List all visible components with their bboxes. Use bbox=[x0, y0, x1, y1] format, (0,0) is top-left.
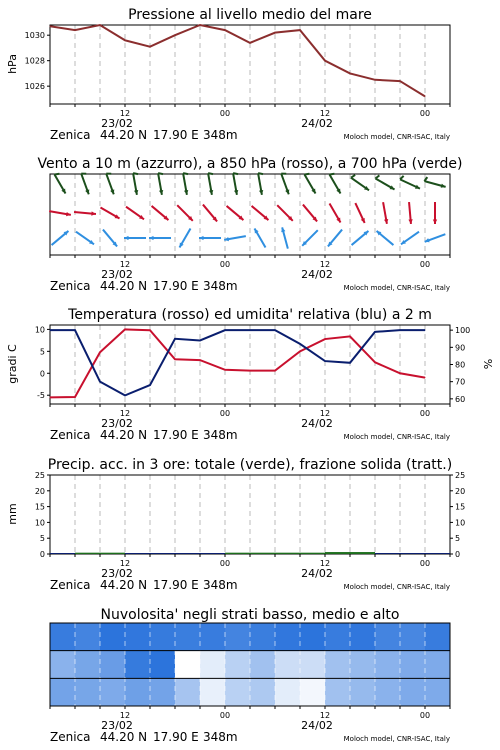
y-tick-label: 80 bbox=[455, 360, 466, 370]
wind-arrow bbox=[49, 211, 71, 216]
y-tick-label: 25 bbox=[455, 471, 466, 480]
wind-barb bbox=[183, 173, 188, 174]
wind-arrow bbox=[281, 174, 289, 195]
y-tick-label: 1028 bbox=[24, 56, 45, 66]
x-tick-label: 12 bbox=[319, 559, 331, 568]
location-lon: 17.90 E bbox=[153, 578, 199, 592]
temperature-line-point bbox=[325, 339, 326, 340]
humidity-line-point bbox=[350, 362, 351, 363]
cloud-title: Nuvolosita' negli strati basso, medio e alto bbox=[100, 607, 400, 623]
cloud-cell bbox=[225, 651, 251, 679]
temperature-title: Temperatura (rosso) ed umidita' relativa (blu) a 2 m bbox=[68, 307, 432, 323]
cloud-cell bbox=[150, 623, 176, 651]
wind-arrow bbox=[255, 228, 266, 247]
wind-arrow bbox=[408, 202, 412, 224]
date-label: 24/02 bbox=[301, 117, 333, 130]
pressure-line-point bbox=[250, 42, 251, 43]
cloud-cell bbox=[425, 623, 451, 651]
pressure-line-point bbox=[75, 30, 76, 31]
x-tick-label: 12 bbox=[319, 109, 331, 118]
wind-arrow bbox=[152, 206, 169, 220]
pressure-line-point bbox=[300, 30, 301, 31]
humidity-line-point bbox=[125, 395, 126, 396]
wind-arrow-head bbox=[85, 189, 89, 194]
cloud-cell bbox=[350, 678, 376, 706]
wind-arrow bbox=[133, 173, 138, 195]
cloud-cell bbox=[125, 623, 151, 651]
wind-arrow bbox=[100, 208, 119, 219]
cloud-cell bbox=[325, 678, 351, 706]
cloud-cell bbox=[400, 651, 426, 679]
wind-arrow bbox=[433, 202, 437, 224]
temperature-line-point bbox=[275, 370, 276, 371]
date-label: 23/02 bbox=[101, 117, 133, 130]
cloud-panel bbox=[50, 607, 451, 744]
wind-arrow bbox=[158, 173, 163, 195]
location-lat: 44.20 N bbox=[100, 428, 148, 442]
humidity-line bbox=[50, 330, 425, 395]
humidity-line-point bbox=[250, 330, 251, 331]
cloud-cell bbox=[200, 651, 226, 679]
pressure-line-point bbox=[175, 35, 176, 36]
wind-barb bbox=[375, 175, 379, 178]
wind-arrow-head bbox=[91, 211, 96, 215]
y-tick-label: 10 bbox=[34, 325, 45, 335]
temperature-line-point bbox=[225, 369, 226, 370]
cloud-cell bbox=[100, 623, 126, 651]
cloud-cell bbox=[225, 623, 251, 651]
wind-barb bbox=[400, 176, 404, 179]
wind-arrow bbox=[203, 205, 217, 222]
wind-arrow bbox=[177, 205, 193, 221]
y-tick-label: 0 bbox=[39, 550, 45, 559]
y-tick-label: 10 bbox=[455, 518, 466, 528]
x-tick-label: 00 bbox=[219, 260, 231, 269]
pressure-line-point bbox=[100, 25, 101, 26]
cloud-cell bbox=[425, 678, 451, 706]
cloud-cell bbox=[275, 678, 301, 706]
temperature-line-point bbox=[125, 329, 126, 330]
wind-arrow bbox=[330, 203, 341, 222]
cloud-cell bbox=[200, 623, 226, 651]
wind-arrow bbox=[400, 176, 420, 189]
precip-bar bbox=[375, 553, 400, 554]
cloud-cell bbox=[175, 678, 201, 706]
x-tick-label: 00 bbox=[219, 409, 231, 418]
location-name: Zenica bbox=[50, 279, 91, 293]
humidity-line-point bbox=[275, 330, 276, 331]
temperature-line-point bbox=[50, 397, 51, 398]
pressure-line-point bbox=[275, 32, 276, 33]
cloud-cell bbox=[150, 651, 176, 679]
location-alt: 348m bbox=[203, 279, 238, 293]
location-lat: 44.20 N bbox=[100, 279, 148, 293]
precipitation-ylabel: mm bbox=[6, 503, 19, 525]
precip-bar bbox=[150, 553, 175, 554]
wind-arrow bbox=[224, 236, 246, 241]
location-alt: 348m bbox=[203, 578, 238, 592]
temperature-line-point bbox=[400, 373, 401, 374]
x-tick-label: 12 bbox=[319, 260, 331, 269]
cloud-cell bbox=[50, 623, 76, 651]
humidity-line-point bbox=[225, 330, 226, 331]
location-lat: 44.20 N bbox=[100, 578, 148, 592]
wind-arrow bbox=[74, 211, 96, 215]
wind-barb bbox=[158, 173, 163, 174]
precip-bar bbox=[425, 553, 450, 554]
x-tick-label: 00 bbox=[419, 559, 431, 568]
wind-arrow bbox=[199, 236, 221, 240]
x-tick-label: 12 bbox=[119, 409, 131, 418]
wind-barb bbox=[208, 173, 213, 174]
precip-bar bbox=[300, 553, 325, 554]
wind-arrow bbox=[305, 174, 316, 194]
model-credit: Moloch model, CNR-ISAC, Italy bbox=[343, 735, 450, 743]
humidity-ylabel: % bbox=[482, 358, 495, 370]
precip-bar bbox=[125, 553, 150, 554]
y-tick-label: 20 bbox=[455, 486, 466, 496]
wind-arrow bbox=[424, 177, 445, 188]
wind-arrow bbox=[328, 230, 342, 247]
temperature-line-point bbox=[425, 377, 426, 378]
wind-barb bbox=[330, 174, 335, 175]
cloud-cell bbox=[250, 623, 276, 651]
model-credit: Moloch model, CNR-ISAC, Italy bbox=[343, 583, 450, 591]
humidity-line-point bbox=[325, 361, 326, 362]
x-tick-label: 00 bbox=[419, 260, 431, 269]
cloud-cell bbox=[250, 678, 276, 706]
cloud-cell bbox=[75, 678, 101, 706]
wind-arrow-head bbox=[408, 219, 412, 224]
x-tick-label: 00 bbox=[419, 109, 431, 118]
wind-arrow bbox=[302, 230, 318, 246]
cloud-cell bbox=[325, 623, 351, 651]
cloud-cell bbox=[375, 623, 401, 651]
cloud-cell bbox=[375, 678, 401, 706]
wind-arrow bbox=[401, 232, 419, 245]
wind-barb bbox=[351, 175, 355, 178]
wind-arrow bbox=[52, 231, 69, 245]
temperature-line-point bbox=[375, 362, 376, 363]
location-alt: 348m bbox=[203, 730, 238, 744]
model-credit: Moloch model, CNR-ISAC, Italy bbox=[343, 133, 450, 141]
humidity-line-point bbox=[300, 343, 301, 344]
y-tick-label: -5 bbox=[37, 391, 45, 401]
wind-barb bbox=[233, 173, 238, 174]
pressure-line-point bbox=[225, 30, 226, 31]
wind-barb bbox=[55, 174, 60, 175]
pressure-line-point bbox=[125, 40, 126, 41]
y-tick-label: 25 bbox=[34, 471, 45, 480]
cloud-cell bbox=[375, 651, 401, 679]
pressure-ylabel: hPa bbox=[6, 54, 19, 74]
wind-arrow bbox=[124, 236, 146, 240]
wind-arrow bbox=[258, 173, 263, 195]
pressure-title: Pressione al livello medio del mare bbox=[128, 7, 372, 23]
cloud-cell bbox=[100, 678, 126, 706]
temperature-line-point bbox=[250, 370, 251, 371]
cloud-cell bbox=[75, 623, 101, 651]
wind-barb bbox=[305, 174, 310, 175]
precip-bar bbox=[350, 552, 375, 554]
humidity-line-point bbox=[400, 330, 401, 331]
location-lon: 17.90 E bbox=[153, 128, 199, 142]
date-label: 23/02 bbox=[101, 268, 133, 281]
y-tick-label: 15 bbox=[34, 502, 45, 512]
wind-arrow bbox=[303, 205, 317, 222]
cloud-cell bbox=[125, 651, 151, 679]
x-tick-label: 00 bbox=[419, 711, 431, 720]
wind-arrow bbox=[103, 230, 117, 247]
cloud-cell bbox=[150, 678, 176, 706]
x-tick-label: 12 bbox=[319, 409, 331, 418]
cloud-cell bbox=[325, 651, 351, 679]
cloud-cell bbox=[350, 623, 376, 651]
precip-bar bbox=[175, 553, 200, 554]
cloud-cell bbox=[425, 651, 451, 679]
precip-bar bbox=[400, 553, 425, 554]
cloud-cell bbox=[50, 651, 76, 679]
cloud-cell bbox=[225, 678, 251, 706]
pressure-line-point bbox=[375, 79, 376, 80]
date-label: 24/02 bbox=[301, 567, 333, 580]
date-label: 23/02 bbox=[101, 417, 133, 430]
location-name: Zenica bbox=[50, 428, 91, 442]
y-tick-label: 15 bbox=[455, 502, 466, 512]
cloud-cell bbox=[175, 623, 201, 651]
cloud-cell bbox=[175, 651, 201, 679]
wind-arrow bbox=[375, 175, 394, 189]
humidity-line-point bbox=[75, 330, 76, 331]
humidity-line-point bbox=[375, 331, 376, 332]
pressure-line-point bbox=[400, 81, 401, 82]
date-label: 23/02 bbox=[101, 719, 133, 732]
precip-bar bbox=[275, 553, 300, 554]
pressure-line bbox=[50, 25, 425, 96]
wind-title: Vento a 10 m (azzurro), a 850 hPa (rosso), a 700 hPa (verde) bbox=[37, 156, 463, 172]
temperature-line-point bbox=[300, 351, 301, 352]
wind-arrow bbox=[227, 206, 244, 220]
wind-arrow-head bbox=[285, 189, 289, 194]
y-tick-label: 70 bbox=[455, 377, 466, 387]
y-tick-label: 1030 bbox=[24, 31, 45, 41]
x-tick-label: 00 bbox=[419, 409, 431, 418]
wind-arrow bbox=[281, 227, 288, 248]
date-label: 24/02 bbox=[301, 719, 333, 732]
cloud-cell bbox=[400, 678, 426, 706]
pressure-panel bbox=[6, 7, 450, 142]
x-tick-label: 12 bbox=[119, 109, 131, 118]
location-name: Zenica bbox=[50, 730, 91, 744]
cloud-cell bbox=[275, 623, 301, 651]
y-tick-label: 5 bbox=[39, 534, 45, 544]
humidity-line-point bbox=[425, 330, 426, 331]
wind-arrow bbox=[106, 174, 114, 195]
humidity-line-point bbox=[200, 340, 201, 341]
location-alt: 348m bbox=[203, 428, 238, 442]
wind-arrow bbox=[183, 173, 188, 195]
pressure-line-point bbox=[200, 25, 201, 26]
temperature-line-point bbox=[150, 330, 151, 331]
wind-arrow-head bbox=[110, 189, 114, 194]
x-tick-label: 00 bbox=[219, 711, 231, 720]
model-credit: Moloch model, CNR-ISAC, Italy bbox=[343, 284, 450, 292]
location-lon: 17.90 E bbox=[153, 279, 199, 293]
location-lat: 44.20 N bbox=[100, 730, 148, 744]
y-tick-label: 5 bbox=[39, 347, 45, 357]
cloud-cell bbox=[300, 623, 326, 651]
x-tick-label: 12 bbox=[319, 711, 331, 720]
wind-arrow bbox=[352, 231, 369, 245]
cloud-cell bbox=[125, 678, 151, 706]
cloud-cell bbox=[100, 651, 126, 679]
pressure-line-point bbox=[425, 96, 426, 97]
precip-bar bbox=[100, 553, 125, 554]
temperature-line-point bbox=[75, 396, 76, 397]
precipitation-panel bbox=[6, 457, 465, 592]
precip-bar bbox=[225, 553, 250, 554]
y-tick-label: 20 bbox=[34, 486, 45, 496]
precip-bar bbox=[325, 552, 350, 554]
cloud-cell bbox=[250, 651, 276, 679]
wind-arrow bbox=[180, 228, 191, 247]
cloud-cell bbox=[300, 678, 326, 706]
wind-barb bbox=[258, 173, 263, 174]
cloud-cell bbox=[400, 623, 426, 651]
wind-arrow bbox=[55, 174, 66, 194]
cloud-cell bbox=[50, 678, 76, 706]
wind-arrow bbox=[149, 236, 171, 240]
precip-bar bbox=[75, 553, 100, 554]
temperature-line-point bbox=[350, 336, 351, 337]
pressure-line-point bbox=[150, 46, 151, 47]
cloud-cell bbox=[200, 678, 226, 706]
precipitation-title: Precip. acc. in 3 ore: totale (verde), frazione solida (tratt.) bbox=[47, 457, 453, 473]
wind-panel bbox=[37, 156, 462, 293]
wind-arrow bbox=[330, 174, 341, 194]
x-tick-label: 00 bbox=[219, 109, 231, 118]
cloud-cell bbox=[75, 651, 101, 679]
y-tick-label: 5 bbox=[455, 534, 461, 544]
humidity-line-point bbox=[50, 330, 51, 331]
y-tick-label: 0 bbox=[455, 550, 461, 559]
y-tick-label: 10 bbox=[34, 518, 45, 528]
location-name: Zenica bbox=[50, 578, 91, 592]
wind-arrow bbox=[425, 234, 446, 242]
wind-arrow bbox=[81, 174, 89, 195]
wind-barb bbox=[133, 173, 138, 174]
wind-arrow bbox=[76, 232, 94, 245]
x-tick-label: 12 bbox=[119, 711, 131, 720]
date-label: 24/02 bbox=[301, 417, 333, 430]
pressure-line-point bbox=[350, 73, 351, 74]
wind-arrow bbox=[377, 231, 394, 245]
pressure-line-point bbox=[50, 26, 51, 27]
y-tick-label: 0 bbox=[39, 369, 45, 379]
location-lat: 44.20 N bbox=[100, 128, 148, 142]
y-tick-label: 90 bbox=[455, 343, 466, 353]
wind-arrow bbox=[208, 173, 213, 195]
y-tick-label: 60 bbox=[455, 394, 466, 404]
x-tick-label: 12 bbox=[119, 559, 131, 568]
temperature-line-point bbox=[175, 359, 176, 360]
location-lon: 17.90 E bbox=[153, 730, 199, 744]
wind-arrow bbox=[252, 206, 269, 220]
y-tick-label: 100 bbox=[455, 326, 471, 336]
wind-arrow bbox=[355, 203, 364, 223]
x-tick-label: 00 bbox=[219, 559, 231, 568]
humidity-line-point bbox=[100, 381, 101, 382]
location-name: Zenica bbox=[50, 128, 91, 142]
temperature-line-point bbox=[200, 360, 201, 361]
humidity-line-point bbox=[150, 385, 151, 386]
cloud-cell bbox=[300, 651, 326, 679]
temperature-line-point bbox=[100, 352, 101, 353]
x-tick-label: 12 bbox=[119, 260, 131, 269]
date-label: 24/02 bbox=[301, 268, 333, 281]
wind-arrow-head bbox=[433, 219, 437, 224]
precip-bar bbox=[250, 553, 275, 554]
wind-arrow bbox=[126, 207, 144, 220]
temperature-panel bbox=[6, 307, 495, 442]
precip-bar bbox=[50, 553, 75, 554]
pressure-line-point bbox=[325, 60, 326, 61]
y-tick-label: 1026 bbox=[24, 82, 45, 92]
cloud-cell bbox=[350, 651, 376, 679]
precip-bar bbox=[200, 553, 225, 554]
location-alt: 348m bbox=[203, 128, 238, 142]
temperature-ylabel: gradi C bbox=[6, 344, 19, 384]
wind-arrow bbox=[383, 202, 388, 224]
wind-arrow bbox=[277, 205, 293, 221]
humidity-line-point bbox=[175, 338, 176, 339]
cloud-cell bbox=[275, 651, 301, 679]
model-credit: Moloch model, CNR-ISAC, Italy bbox=[343, 433, 450, 441]
wind-arrow bbox=[351, 175, 369, 190]
wind-arrow bbox=[233, 173, 238, 195]
location-lon: 17.90 E bbox=[153, 428, 199, 442]
date-label: 23/02 bbox=[101, 567, 133, 580]
